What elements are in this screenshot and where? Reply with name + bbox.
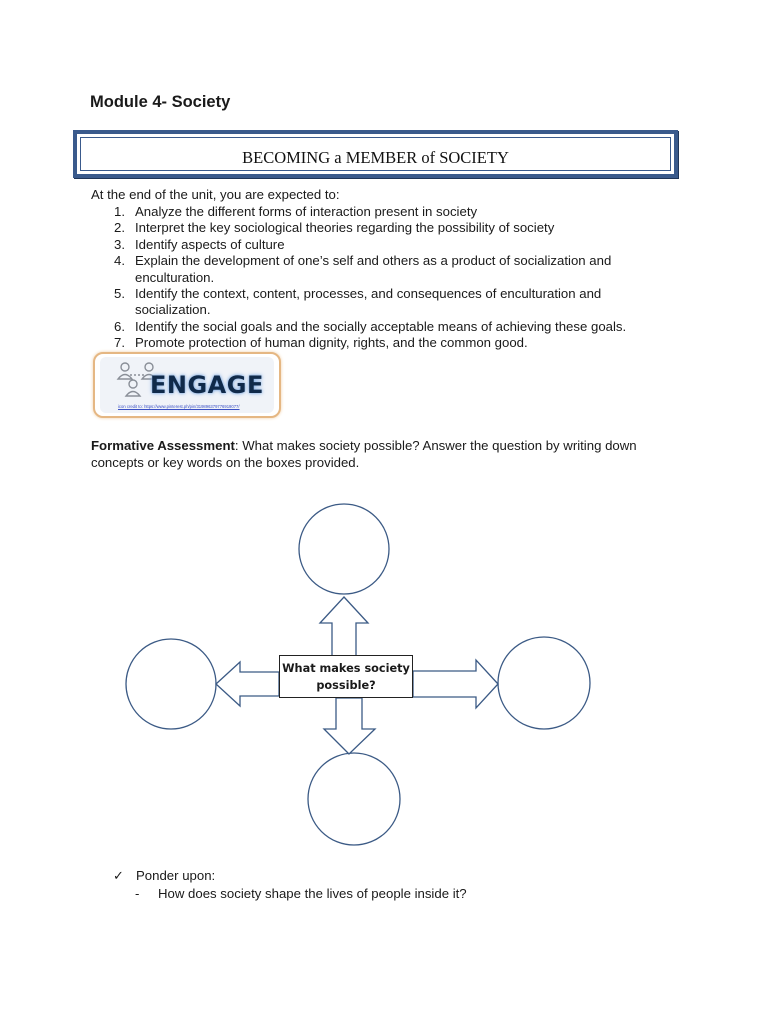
engage-label: ENGAGE (150, 371, 264, 399)
list-item: 7. Promote protection of human dignity, rights, and the common good. (114, 335, 528, 351)
list-item: 3. Identify aspects of culture (114, 236, 285, 252)
answer-circle-top[interactable] (299, 504, 389, 594)
answer-circle-right[interactable] (498, 637, 590, 729)
list-item: 1. Analyze the different forms of interaction present in society (114, 204, 478, 219)
dash-bullet: - (135, 886, 140, 901)
ponder-bullet (113, 867, 215, 884)
answer-circle-bottom[interactable] (308, 753, 400, 845)
module-title: Module 4- Society (90, 93, 231, 111)
objectives-intro: At the end of the unit, you are expected to: (91, 187, 340, 202)
list-item: 5. Identify the context, content, processes, and consequences of enculturation and socialization. (114, 286, 602, 318)
formative-text: : What makes society possible? Answer the question by writing down concepts or key words on the boxes provided. (91, 438, 637, 470)
arrow-down (324, 698, 375, 754)
ponder-question (135, 885, 467, 902)
icon-credit-link[interactable]: icon credit to: https://www.pinterest.ph/pin/319896379776919077/ (118, 404, 240, 409)
center-question-line2: possible? (316, 678, 376, 692)
ponder-label: Ponder upon: (136, 868, 216, 883)
banner-title: BECOMING a MEMBER of SOCIETY (80, 137, 671, 171)
center-question-line1: What makes society (282, 661, 410, 675)
list-item: 4. Explain the development of one’s self and others as a product of socialization and enculturation. (114, 253, 612, 285)
ponder-question-text: How does society shape the lives of people inside it? (158, 886, 467, 901)
list-item: 2. Interpret the key sociological theories regarding the possibility of society (114, 220, 555, 236)
arrow-left (216, 662, 279, 706)
list-item: 6. Identify the social goals and the socially acceptable means of achieving these goals. (114, 318, 627, 334)
arrow-right (413, 660, 498, 708)
arrow-up (320, 597, 368, 656)
checkmark-icon: ✓ (113, 868, 125, 883)
answer-circle-left[interactable] (126, 639, 216, 729)
formative-label: Formative Assessment (91, 438, 235, 453)
center-question-box (279, 655, 413, 698)
